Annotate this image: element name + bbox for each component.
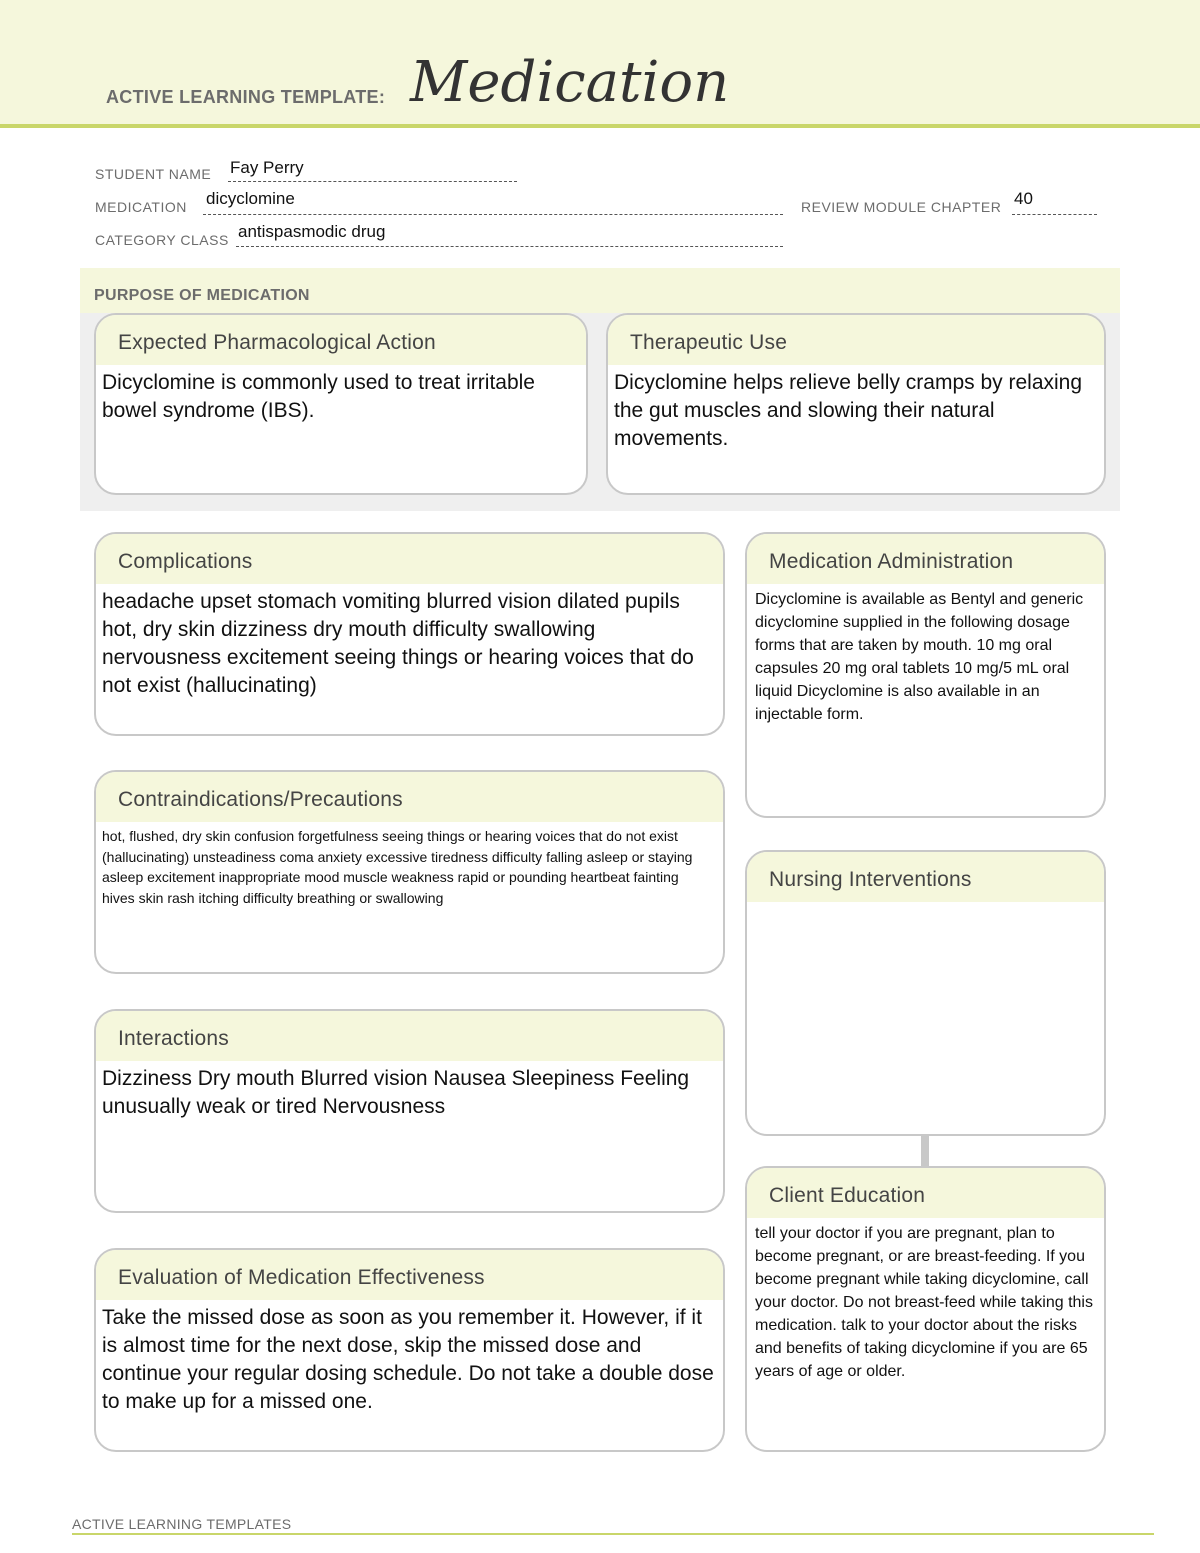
category-class-underline xyxy=(236,246,783,247)
therapeutic-use-title: Therapeutic Use xyxy=(608,315,1104,365)
review-module-underline xyxy=(1012,214,1097,215)
evaluation-title: Evaluation of Medication Effectiveness xyxy=(96,1250,723,1300)
medication-underline xyxy=(203,214,783,215)
student-name-underline xyxy=(228,181,517,182)
administration-card xyxy=(745,532,1106,818)
template-title: Medication xyxy=(410,50,730,115)
administration-title: Medication Administration xyxy=(747,534,1104,584)
review-module-label: REVIEW MODULE CHAPTER xyxy=(801,199,1002,215)
nursing-interventions-card xyxy=(745,850,1106,1136)
complications-card xyxy=(94,532,725,736)
category-class-label: CATEGORY CLASS xyxy=(95,232,229,248)
medication-label: MEDICATION xyxy=(95,199,187,215)
student-name-label: STUDENT NAME xyxy=(95,166,212,182)
contraindications-text[interactable]: hot, flushed, dry skin confusion forgetfulness seeing things or hearing voices that do not exist (hallucinating) unsteadiness coma anxiety excessive tiredness difficulty falling asleep or staying asleep excitement inappropriate mood muscle weakness rapid or pounding heartbeat fainting hives skin rash itching difficulty breathing or swallowing xyxy=(102,828,693,906)
expected-action-title: Expected Pharmacological Action xyxy=(96,315,586,365)
nursing-interventions-text[interactable] xyxy=(747,902,1104,906)
client-education-text[interactable]: tell your doctor if you are pregnant, plan to become pregnant, or are breast-feeding. If you become pregnant while taking dicyclomine, call your doctor. Do not breast-feed while taking this medication. talk to your doctor about the risks and benefits of taking dicyclomine if you are 65 years of age or older. xyxy=(755,1225,1093,1380)
expected-action-text[interactable]: Dicyclomine is commonly used to treat irritable bowel syndrome (IBS). xyxy=(102,371,535,422)
complications-title: Complications xyxy=(96,534,723,584)
evaluation-text[interactable]: Take the missed dose as soon as you remember it. However, if it is almost time for the next dose, skip the missed dose and continue your regular dosing schedule. Do not take a double dose to make up for a missed one. xyxy=(102,1306,714,1413)
nursing-interventions-title: Nursing Interventions xyxy=(747,852,1104,902)
therapeutic-use-text[interactable]: Dicyclomine helps relieve belly cramps by relaxing the gut muscles and slowing their natural movements. xyxy=(614,371,1083,450)
evaluation-card xyxy=(94,1248,725,1452)
review-module-field[interactable]: 40 xyxy=(1014,189,1033,208)
therapeutic-use-card xyxy=(606,313,1106,495)
template-label: ACTIVE LEARNING TEMPLATE: xyxy=(106,87,386,107)
client-education-title: Client Education xyxy=(747,1168,1104,1218)
card-connector xyxy=(921,1136,929,1166)
footer-rule xyxy=(72,1533,1154,1535)
expected-action-card xyxy=(94,313,588,495)
complications-text[interactable]: headache upset stomach vomiting blurred vision dilated pupils hot, dry skin dizziness dry mouth difficulty swallowing nervousness excitement seeing things or hearing voices that do not exist (hallucinating) xyxy=(102,590,694,697)
purpose-label: PURPOSE OF MEDICATION xyxy=(94,287,310,304)
interactions-title: Interactions xyxy=(96,1011,723,1061)
interactions-text[interactable]: Dizziness Dry mouth Blurred vision Nausea Sleepiness Feeling unusually weak or tired Nervousness xyxy=(102,1067,690,1118)
contraindications-card xyxy=(94,770,725,974)
category-class-field[interactable]: antispasmodic drug xyxy=(238,222,386,241)
student-name-field[interactable]: Fay Perry xyxy=(230,158,304,177)
contraindications-title: Contraindications/Precautions xyxy=(96,772,723,822)
interactions-card xyxy=(94,1009,725,1213)
client-education-card xyxy=(745,1166,1106,1452)
medication-field[interactable]: dicyclomine xyxy=(206,189,295,208)
header-rule xyxy=(0,124,1200,128)
footer-label: ACTIVE LEARNING TEMPLATES xyxy=(72,1516,292,1532)
administration-text[interactable]: Dicyclomine is available as Bentyl and generic dicyclomine supplied in the following dosage forms that are taken by mouth. 10 mg oral capsules 20 mg oral tablets 10 mg/5 mL oral liquid Dicyclomine is also available in an injectable form. xyxy=(755,591,1084,723)
